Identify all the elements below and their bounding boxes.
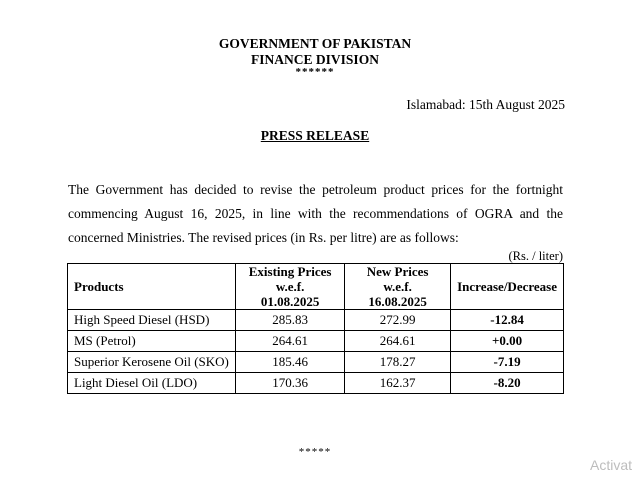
header-existing-line3: 01.08.2025 — [260, 294, 320, 309]
new-price: 162.37 — [345, 373, 451, 394]
table-row — [68, 352, 564, 373]
page-title: PRESS RELEASE — [260, 128, 370, 143]
existing-price: 170.36 — [236, 373, 345, 394]
date-line: Islamabad: 15th August 2025 — [406, 97, 565, 112]
existing-price: 285.83 — [236, 310, 345, 331]
header-change: Increase/Decrease — [451, 264, 564, 310]
new-price: 178.27 — [345, 352, 451, 373]
unit-label: (Rs. / liter) — [508, 249, 563, 263]
header-new-line3: 16.08.2025 — [368, 294, 427, 309]
header-new-line2: w.e.f. — [383, 279, 412, 294]
existing-price: 185.46 — [236, 352, 345, 373]
product-name: Superior Kerosene Oil (SKO) — [68, 352, 236, 373]
footer-stars: ***** — [298, 446, 332, 458]
product-name: High Speed Diesel (HSD) — [68, 310, 236, 331]
activation-watermark: Activat — [590, 457, 633, 473]
header-existing-prices — [236, 264, 345, 310]
header-government: GOVERNMENT OF PAKISTAN — [218, 36, 412, 51]
table-header-row — [68, 264, 564, 310]
price-change: +0.00 — [451, 331, 564, 352]
header-existing-line2: w.e.f. — [275, 279, 305, 294]
body-paragraph: The Government has decided to revise the petroleum product prices for the fortnight commencing August 16, 2025, in line with the recommendations of OGRA and the concerned Ministries. The revised prices (in Rs. per litre) are as follows: — [68, 182, 563, 245]
header-division: FINANCE DIVISION — [251, 52, 379, 67]
header-products: Products — [68, 264, 236, 310]
header-existing-line1: Existing Prices — [248, 264, 332, 279]
product-name: Light Diesel Oil (LDO) — [68, 373, 236, 394]
header-new-line1: New Prices — [366, 264, 429, 279]
price-table — [67, 263, 564, 394]
new-price: 264.61 — [345, 331, 451, 352]
header-new-prices — [345, 264, 451, 310]
header-stars: ****** — [295, 66, 335, 78]
new-price: 272.99 — [345, 310, 451, 331]
price-change: -12.84 — [451, 310, 564, 331]
price-change: -7.19 — [451, 352, 564, 373]
table-row — [68, 331, 564, 352]
product-name: MS (Petrol) — [68, 331, 236, 352]
price-change: -8.20 — [451, 373, 564, 394]
existing-price: 264.61 — [236, 331, 345, 352]
table-row — [68, 373, 564, 394]
table-row — [68, 310, 564, 331]
